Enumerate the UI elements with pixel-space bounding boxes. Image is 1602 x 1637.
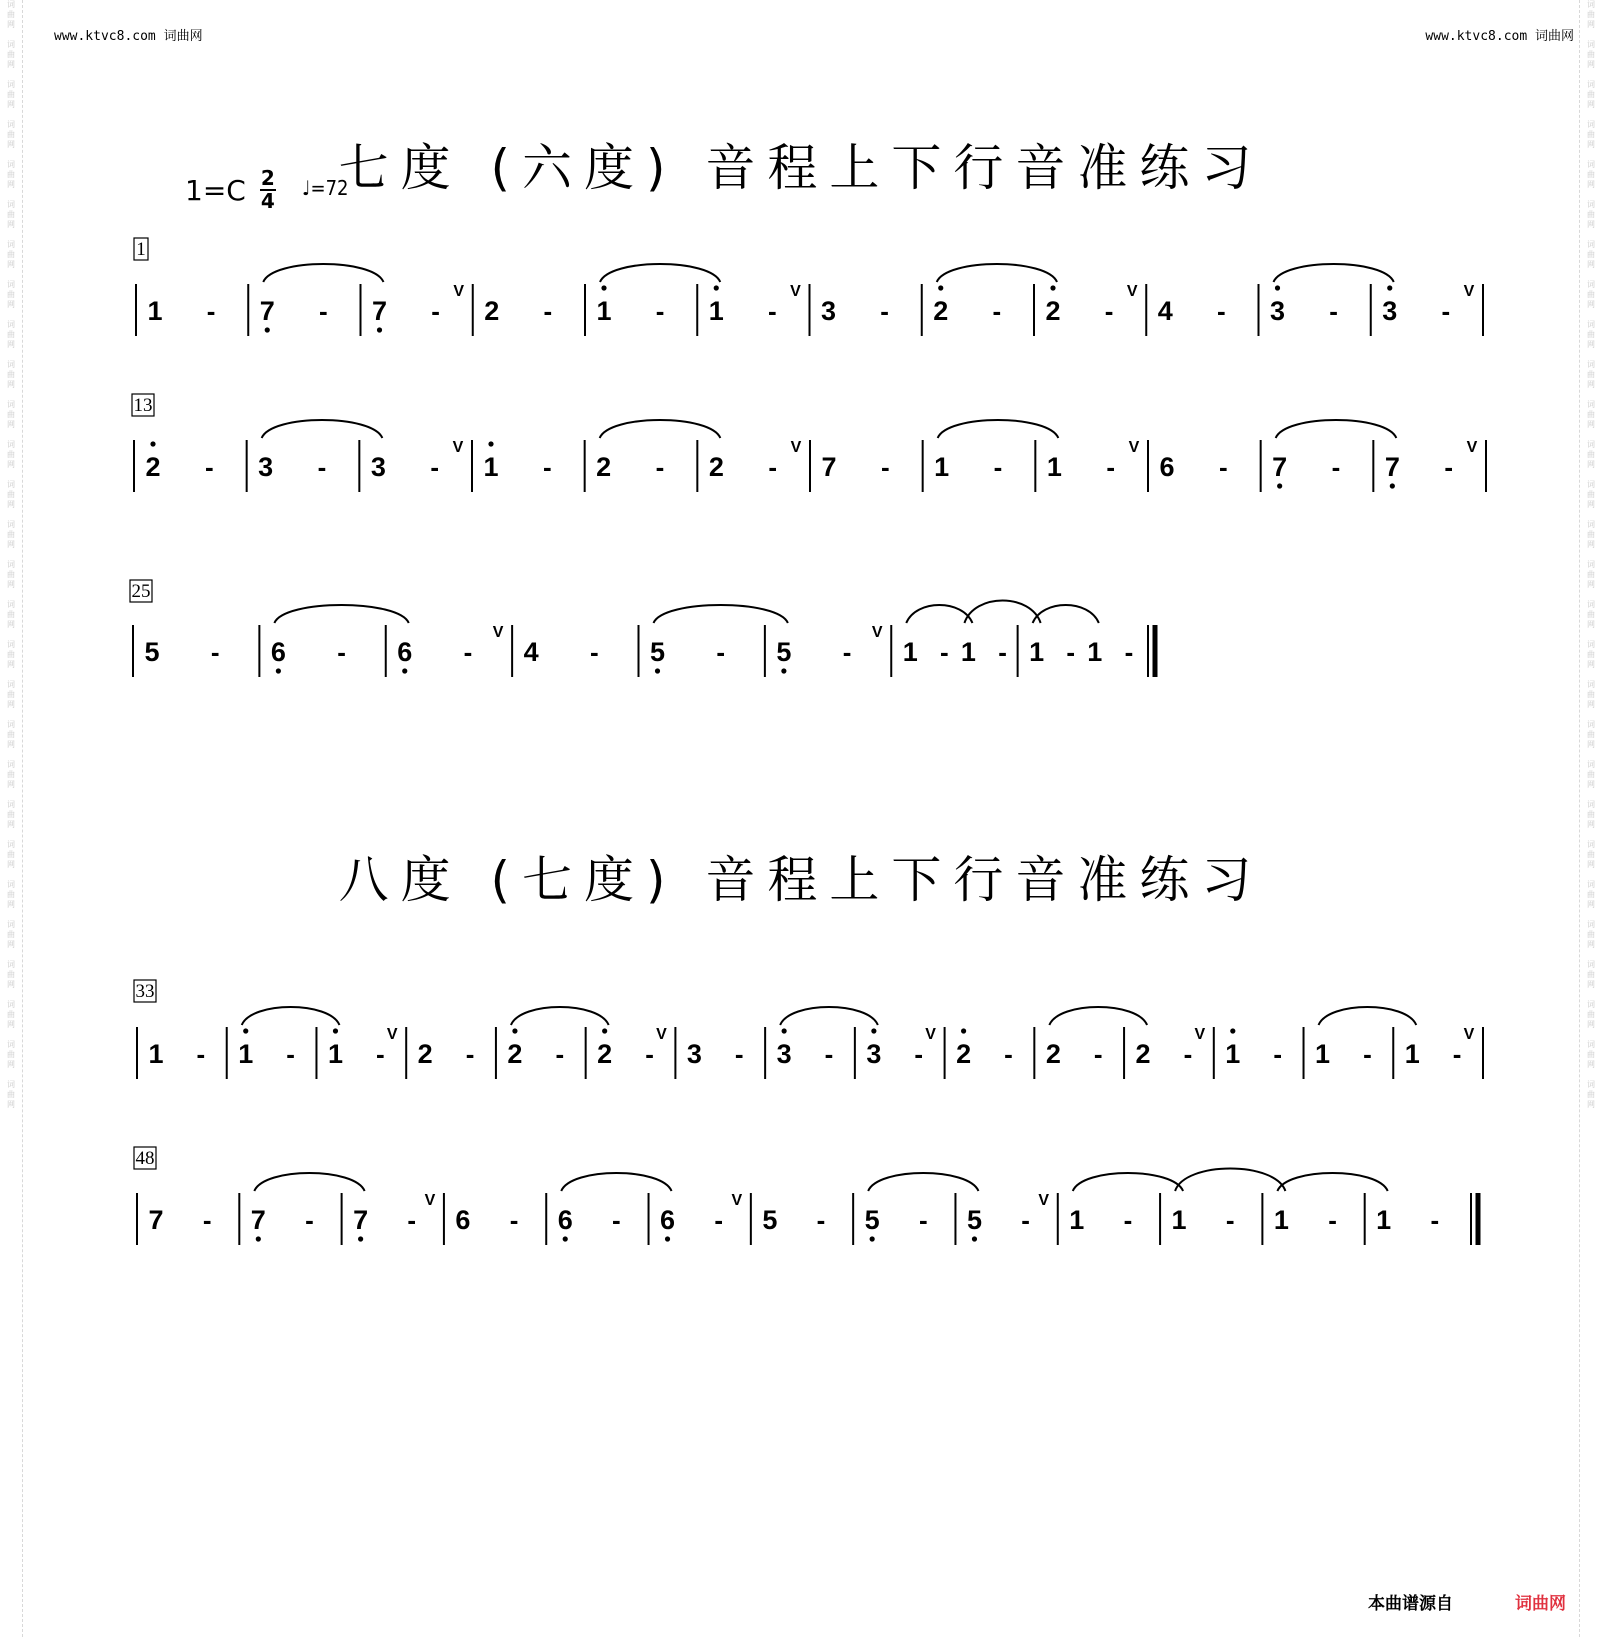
tie-arc: [1319, 1007, 1417, 1025]
note: 1: [238, 1039, 254, 1069]
duration-dash: -: [1225, 1205, 1235, 1235]
note: 3: [686, 1039, 702, 1069]
note: 7: [259, 296, 275, 326]
high-octave-dot: [512, 1028, 517, 1033]
duration-dash: -: [714, 1205, 724, 1235]
note: 5: [762, 1205, 778, 1235]
duration-dash: -: [1328, 1205, 1337, 1235]
high-octave-dot: [938, 285, 943, 290]
tie-arc: [1033, 605, 1099, 623]
breath-mark: V: [1463, 283, 1475, 300]
note: 7: [353, 1205, 369, 1235]
breath-mark: V: [1128, 439, 1140, 456]
duration-dash: -: [1106, 452, 1116, 482]
duration-dash: -: [655, 296, 665, 326]
site-header-left[interactable]: www.ktvc8.com 词曲网: [54, 29, 203, 44]
duration-dash: -: [1430, 1205, 1440, 1235]
note: 7: [250, 1205, 266, 1235]
note: 5: [144, 637, 160, 667]
note: 2: [956, 1039, 972, 1069]
duration-dash: -: [612, 1205, 621, 1235]
note: 5: [966, 1205, 982, 1235]
note: 5: [649, 637, 666, 667]
duration-dash: -: [1124, 637, 1134, 667]
duration-dash: -: [407, 1205, 417, 1235]
duration-dash: -: [463, 637, 473, 667]
note: 7: [821, 452, 837, 482]
tie-arc: [511, 1007, 609, 1025]
breath-mark: V: [790, 439, 802, 456]
high-octave-dot: [961, 1028, 966, 1033]
note: 1: [147, 296, 163, 326]
low-octave-dot: [1390, 483, 1395, 488]
duration-dash: -: [1444, 452, 1454, 482]
note: 4: [523, 637, 539, 667]
note: 1: [1087, 637, 1103, 667]
high-octave-dot: [333, 1028, 338, 1033]
tie-arc: [600, 264, 720, 282]
duration-dash: -: [1329, 296, 1338, 326]
time-signature-denominator: 4: [260, 189, 275, 213]
duration-dash: -: [1123, 1205, 1133, 1235]
section-2-title: 八度 (七度) 音程上下行音准练习: [338, 851, 1264, 909]
note: 2: [597, 1039, 613, 1069]
duration-dash: -: [1104, 296, 1114, 326]
breath-mark: V: [1466, 439, 1478, 456]
high-octave-dot: [1050, 285, 1055, 290]
note: 3: [370, 452, 386, 482]
low-octave-dot: [358, 1236, 363, 1241]
duration-dash: -: [589, 637, 599, 667]
measure-number: 13: [133, 395, 153, 416]
tie-arc: [868, 1173, 978, 1191]
note: 2: [417, 1039, 433, 1069]
measure-number: 1: [136, 239, 146, 260]
low-octave-dot: [781, 668, 786, 673]
note: 1: [934, 452, 950, 482]
note: 1: [960, 637, 976, 667]
left-watermark-strip: 词 曲 网 词 曲 网 词 曲 网 词 曲 网 词 曲 网 词 曲 网 词 曲 网 词 曲 网 词 曲 网 词 曲 网 词 曲 网 词 曲 网 词 曲 网 词 曲 网 词 曲 网 词 曲 网 词 曲 网 词 曲 网 词 曲 网 词 曲 网 词 曲 网 词 曲 网 词 曲 网 词 曲 网 词 曲 网 词 曲 网 词 曲 网 词 曲 网: [0, 0, 23, 1637]
note: 1: [327, 1039, 343, 1069]
note: 1: [1273, 1205, 1289, 1235]
low-octave-dot: [276, 668, 281, 673]
note: 2: [1135, 1039, 1151, 1069]
low-octave-dot: [972, 1236, 977, 1241]
note: 3: [820, 296, 837, 326]
low-octave-dot: [256, 1236, 261, 1241]
duration-dash: -: [337, 637, 346, 667]
duration-dash: -: [465, 1039, 475, 1069]
duration-dash: -: [842, 637, 852, 667]
note: 2: [933, 296, 949, 326]
breath-mark: V: [492, 624, 504, 641]
tie-arc: [263, 264, 383, 282]
tie-arc: [274, 605, 408, 623]
duration-dash: -: [431, 296, 440, 326]
duration-dash: -: [992, 296, 1002, 326]
duration-dash: -: [1093, 1039, 1103, 1069]
duration-dash: -: [734, 1039, 744, 1069]
duration-dash: -: [196, 1039, 206, 1069]
duration-dash: -: [940, 637, 949, 667]
note: 1: [1404, 1039, 1420, 1069]
duration-dash: -: [914, 1039, 924, 1069]
section-1-title: 七度 (六度) 音程上下行音准练习: [338, 139, 1264, 197]
tie-arc: [654, 605, 788, 623]
note: 2: [484, 296, 500, 326]
note: 6: [455, 1205, 471, 1235]
tempo-value: =72: [310, 176, 349, 200]
note: 1: [1315, 1039, 1331, 1069]
duration-dash: -: [645, 1039, 654, 1069]
breath-mark: V: [452, 439, 464, 456]
tie-arc: [1277, 1173, 1387, 1191]
high-octave-dot: [601, 285, 606, 290]
tie-arc: [600, 420, 721, 438]
high-octave-dot: [714, 285, 719, 290]
high-octave-dot: [150, 441, 155, 446]
tie-arc: [1049, 1007, 1147, 1025]
duration-dash: -: [768, 296, 777, 326]
key-label: 1=C: [185, 173, 246, 207]
breath-mark: V: [871, 624, 883, 641]
note: 1: [708, 296, 724, 326]
note: 1: [148, 1039, 164, 1069]
note: 1: [596, 296, 612, 326]
tie-arc: [1175, 1169, 1285, 1192]
duration-dash: -: [1363, 1039, 1372, 1069]
high-octave-dot: [1275, 285, 1280, 290]
duration-dash: -: [1452, 1039, 1462, 1069]
note: 1: [1171, 1205, 1187, 1235]
duration-dash: -: [542, 452, 552, 482]
duration-dash: -: [998, 637, 1007, 667]
high-octave-dot: [782, 1028, 787, 1033]
duration-dash: -: [1004, 1039, 1013, 1069]
duration-dash: -: [543, 296, 553, 326]
duration-dash: -: [1441, 296, 1451, 326]
breath-mark: V: [424, 1192, 436, 1209]
footer-source-label: 本曲谱源自: [1368, 1594, 1453, 1613]
duration-dash: -: [1331, 452, 1341, 482]
breath-mark: V: [790, 283, 801, 300]
tie-arc: [561, 1173, 671, 1191]
duration-dash: -: [204, 452, 214, 482]
site-header-right[interactable]: www.ktvc8.com 词曲网: [1425, 29, 1574, 44]
note: 2: [596, 452, 612, 482]
duration-dash: -: [824, 1039, 834, 1069]
note: 6: [557, 1205, 573, 1235]
low-octave-dot: [665, 1236, 670, 1241]
duration-dash: -: [1218, 452, 1228, 482]
high-octave-dot: [488, 441, 493, 446]
note: 2: [708, 452, 724, 482]
measure-number: 33: [135, 981, 155, 1002]
duration-dash: -: [509, 1205, 519, 1235]
note: 6: [1159, 452, 1175, 482]
footer-source-site[interactable]: 词曲网: [1515, 1594, 1566, 1613]
duration-dash: -: [319, 296, 328, 326]
breath-mark: V: [453, 283, 465, 300]
duration-dash: -: [768, 452, 778, 482]
duration-dash: -: [993, 452, 1003, 482]
duration-dash: -: [555, 1039, 565, 1069]
duration-dash: -: [206, 296, 216, 326]
duration-dash: -: [202, 1205, 212, 1235]
duration-dash: -: [1066, 637, 1076, 667]
quarter-note-icon: ♩: [302, 176, 311, 200]
duration-dash: -: [375, 1039, 385, 1069]
duration-dash: -: [305, 1205, 314, 1235]
low-octave-dot: [265, 327, 270, 332]
note: 3: [1382, 296, 1398, 326]
low-octave-dot: [402, 668, 407, 673]
tie-arc: [964, 601, 1040, 624]
breath-mark: V: [386, 1026, 398, 1043]
duration-dash: -: [1217, 296, 1226, 326]
note: 1: [483, 452, 499, 482]
duration-dash: -: [1021, 1205, 1030, 1235]
duration-dash: -: [430, 452, 440, 482]
duration-dash: -: [880, 452, 890, 482]
note: 7: [1384, 452, 1400, 482]
low-octave-dot: [655, 668, 660, 673]
note: 1: [1376, 1205, 1392, 1235]
note: 1: [1046, 452, 1062, 482]
measure-number: 48: [135, 1148, 155, 1169]
note: 7: [1272, 452, 1288, 482]
note: 4: [1157, 296, 1173, 326]
measure-number: 25: [131, 581, 151, 602]
high-octave-dot: [602, 1028, 607, 1033]
duration-dash: -: [210, 637, 220, 667]
note: 7: [148, 1205, 164, 1235]
duration-dash: -: [1183, 1039, 1193, 1069]
high-octave-dot: [1230, 1028, 1235, 1033]
note: 1: [902, 637, 918, 667]
low-octave-dot: [377, 327, 382, 332]
time-signature-numerator: 2: [260, 166, 275, 190]
duration-dash: -: [816, 1205, 826, 1235]
high-octave-dot: [871, 1028, 876, 1033]
note: 2: [145, 452, 161, 482]
breath-mark: V: [1194, 1026, 1206, 1043]
duration-dash: -: [716, 637, 726, 667]
note: 6: [660, 1205, 676, 1235]
tie-arc: [262, 420, 383, 438]
right-watermark-strip: 词 曲 网 词 曲 网 词 曲 网 词 曲 网 词 曲 网 词 曲 网 词 曲 网 词 曲 网 词 曲 网 词 曲 网 词 曲 网 词 曲 网 词 曲 网 词 曲 网 词 曲 网 词 曲 网 词 曲 网 词 曲 网 词 曲 网 词 曲 网 词 曲 网 词 曲 网 词 曲 网 词 曲 网 词 曲 网 词 曲 网 词 曲 网 词 曲 网: [1579, 0, 1602, 1637]
duration-dash: -: [286, 1039, 295, 1069]
low-octave-dot: [870, 1236, 875, 1241]
note: 5: [776, 637, 792, 667]
tie-arc: [1073, 1173, 1183, 1191]
breath-mark: V: [1038, 1192, 1050, 1209]
high-octave-dot: [243, 1028, 248, 1033]
note: 2: [507, 1039, 523, 1069]
note: 2: [1045, 1039, 1061, 1069]
note: 5: [864, 1205, 880, 1235]
tie-arc: [254, 1173, 364, 1191]
note: 1: [1069, 1205, 1085, 1235]
note: 6: [270, 637, 286, 667]
tie-arc: [937, 264, 1057, 282]
breath-mark: V: [1463, 1026, 1475, 1043]
tie-arc: [780, 1007, 878, 1025]
breath-mark: V: [1126, 283, 1138, 300]
duration-dash: -: [918, 1205, 928, 1235]
duration-dash: -: [1273, 1039, 1283, 1069]
low-octave-dot: [563, 1236, 568, 1241]
duration-dash: -: [655, 452, 665, 482]
high-octave-dot: [1387, 285, 1392, 290]
duration-dash: -: [317, 452, 327, 482]
breath-mark: V: [656, 1026, 667, 1043]
note: 2: [1045, 296, 1061, 326]
tie-arc: [1274, 264, 1394, 282]
tie-arc: [1276, 420, 1397, 438]
note: 7: [371, 296, 388, 326]
note: 1: [1029, 637, 1045, 667]
note: 3: [776, 1039, 792, 1069]
breath-mark: V: [925, 1026, 936, 1043]
tie-arc: [906, 605, 972, 623]
note: 3: [866, 1039, 882, 1069]
note: 3: [1269, 296, 1286, 326]
note: 3: [258, 452, 274, 482]
duration-dash: -: [880, 296, 889, 326]
note: 1: [1225, 1039, 1241, 1069]
tie-arc: [938, 420, 1059, 438]
breath-mark: V: [731, 1192, 743, 1209]
note: 6: [397, 637, 413, 667]
tie-arc: [242, 1007, 340, 1025]
low-octave-dot: [1277, 483, 1282, 488]
